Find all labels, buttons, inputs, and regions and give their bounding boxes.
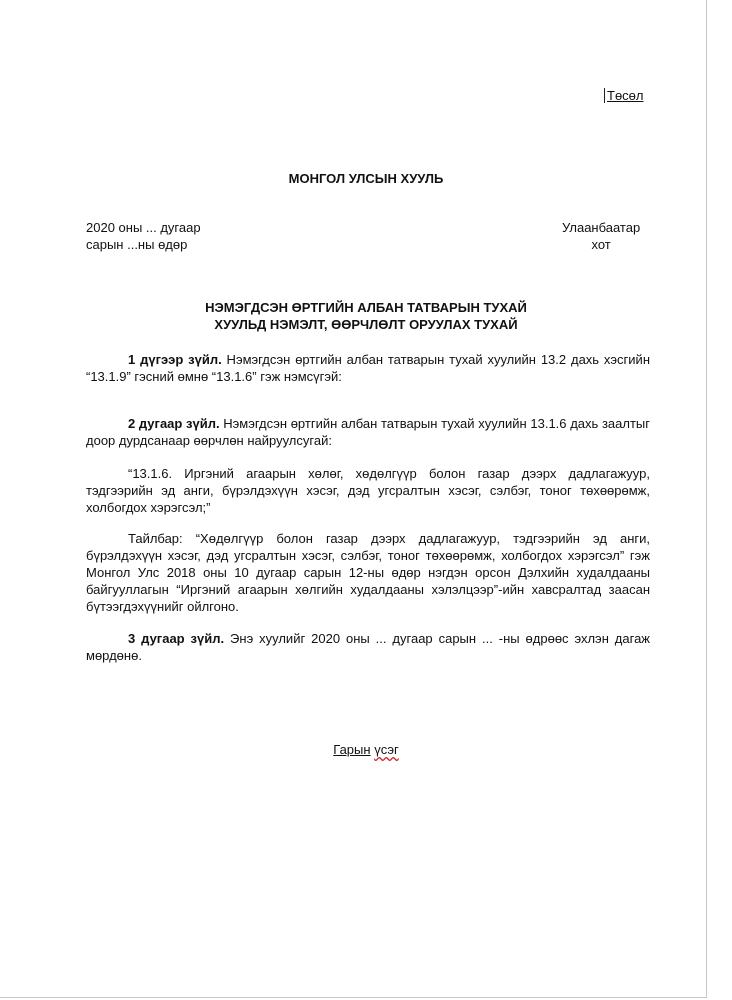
date-line-2: сарын ...ны өдөр [86,237,188,252]
article-3-label: 3 дугаар зүйл. [128,631,225,646]
city-line-1: Улаанбаатар [562,220,641,235]
article-1-text: Нэмэгдсэн өртгийн албан татварын тухай хуулийн 13.2 дахь хэсгийн “13.1.9” гэсний өмнө “13.1.6” гэж нэмсүгэй: [86,352,651,384]
law-title: МОНГОЛ УЛСЫН ХУУЛЬ [288,171,444,186]
city-block [562,219,640,253]
article-2 [86,415,650,449]
signature-word-2: үсэг [374,742,399,757]
date-block [86,219,201,253]
law-subject [0,299,732,333]
draft-label: Төсөл [604,88,644,103]
signature-line [0,742,732,757]
date-line-1: 2020 оны ... дугаар [86,220,201,235]
city-line-2: хот [591,237,611,252]
amended-clause-quote: “13.1.6. Иргэний агаарын хөлөг, хөдөлгүүр болон газар дээрх дадлагажуур, тэдгээрийн эд анги, бүрэлдэхүүн хэсэг, дэд угсралтын хэсэг, сэлбэг, тоног төхөөрөмж, холбогдох хэрэгсэл;” [86,466,650,515]
signature-word-1: Гарын [333,742,371,757]
article-2-label: 2 дугаар зүйл. [128,416,220,431]
article-3 [86,630,650,664]
subject-line-1: НЭМЭГДСЭН ӨРТГИЙН АЛБАН ТАТВАРЫН ТУХАЙ [205,300,527,315]
article-3-text: Энэ хуулийг 2020 оны ... дугаар сарын ... -ны өдрөөс эхлэн дагаж мөрдөнө. [86,631,651,663]
article-1 [86,351,650,385]
subject-line-2: ХУУЛЬД НЭМЭЛТ, ӨӨРЧЛӨЛТ ОРУУЛАХ ТУХАЙ [214,317,518,332]
article-2-text: Нэмэгдсэн өртгийн албан татварын тухай хуулийн 13.1.6 дахь заалтыг доор дурдсанаар өөрчлөн найруулсугай: [86,416,650,448]
explanatory-note: Тайлбар: “Хөдөлгүүр болон газар дээрх дадлагажуур, тэдгээрийн эд анги, бүрэлдэхүүн хэсэг, дэд угсралтын хэсэг, сэлбэг, тоног төхөөрөмж, холбогдох хэрэгсэл” гэж Монгол Улс 2018 оны 10 дугаар сарын 12-ны өдөр нэгдэн орсон Дэлхийн худалдааны байгууллагын “Иргэний агаарын хөлгийн худалдааны хэлэлцээр”-ийн хавсралтад заасан бүтээгдэхүүнийг ойлгоно. [86,531,650,614]
article-1-label: 1 дүгээр зүйл. [128,352,222,367]
